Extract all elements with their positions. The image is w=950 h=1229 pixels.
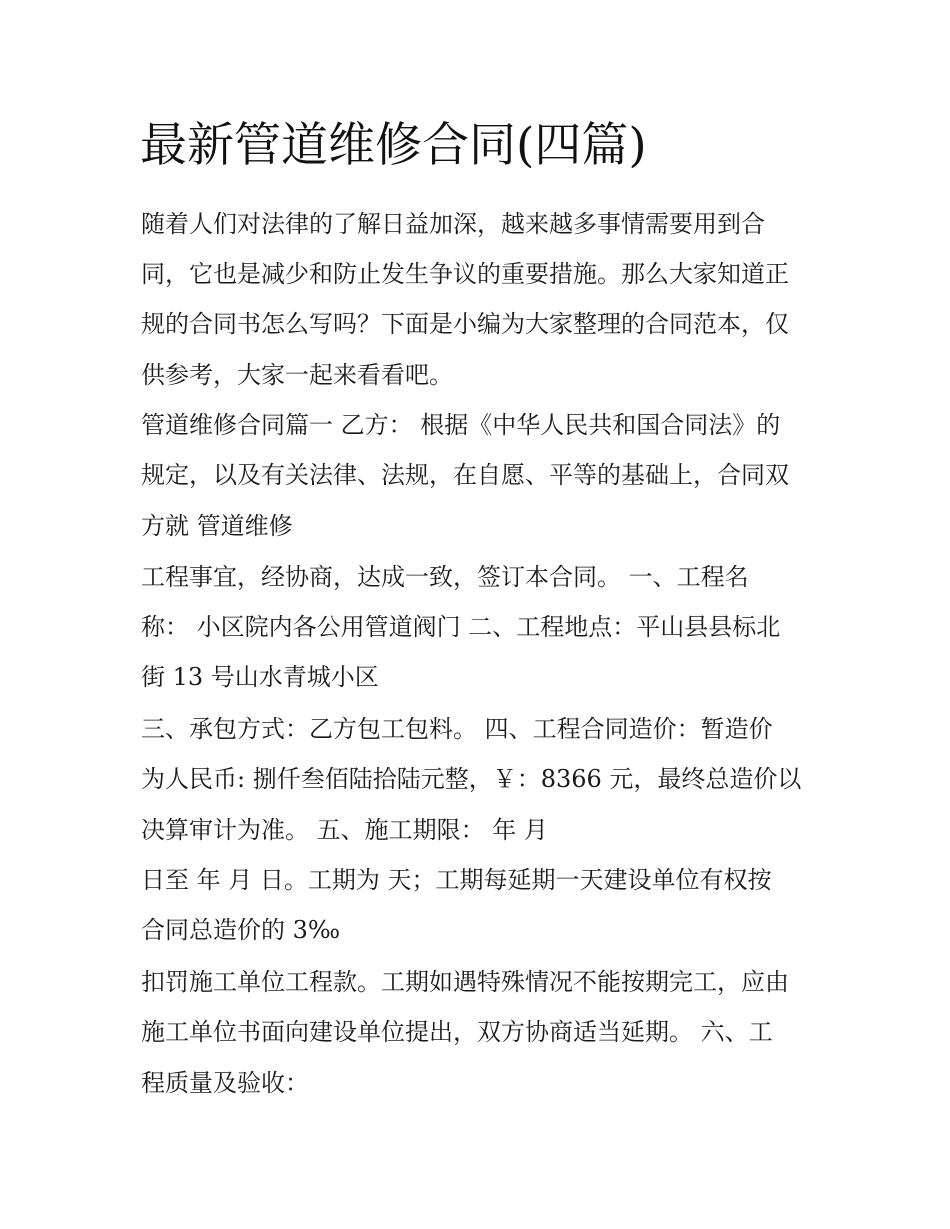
document-title: 最新管道维修合同(四篇) <box>140 118 647 173</box>
paragraph-line: 规定，以及有关法律、法规，在自愿、平等的基础上，合同双 <box>141 461 789 489</box>
paragraph-line: 管道维修合同篇一 乙方： 根据《中华人民共和国合同法》的 <box>141 411 781 439</box>
paragraph-line: 供参考，大家一起来看看吧。 <box>141 361 453 389</box>
paragraph-line: 方就 管道维修 <box>141 512 293 540</box>
paragraph-line: 随着人们对法律的了解日益加深，越来越多事情需要用到合 <box>141 210 765 238</box>
paragraph-line: 同，它也是减少和防止发生争议的重要措施。那么大家知道正 <box>141 260 789 288</box>
paragraph-line: 工程事宜，经协商，达成一致，签订本合同。 一、工程名 <box>141 563 749 591</box>
paragraph-line: 街 13 号山水青城小区 <box>141 663 379 691</box>
paragraph-line: 施工单位书面向建设单位提出，双方协商适当延期。 六、工 <box>141 1018 773 1046</box>
paragraph-line: 为人民币: 捌仟叁佰陆拾陆元整，￥：8366 元，最终总造价以 <box>141 765 802 793</box>
paragraph-line: 规的合同书怎么写吗？下面是小编为大家整理的合同范本，仅 <box>141 310 789 338</box>
paragraph-line: 三、承包方式：乙方包工包料。 四、工程合同造价：暂造价 <box>141 715 773 743</box>
paragraph-line: 决算审计为准。 五、施工期限： 年 月 <box>141 816 548 844</box>
paragraph-line: 日至 年 月 日。工期为 天；工期每延期一天建设单位有权按 <box>141 866 772 894</box>
paragraph-line: 程质量及验收： <box>141 1069 309 1097</box>
paragraph-line: 合同总造价的 3‰ <box>141 916 341 944</box>
paragraph-line: 扣罚施工单位工程款。工期如遇特殊情况不能按期完工，应由 <box>141 968 789 996</box>
paragraph-line: 称： 小区院内各公用管道阀门 二、工程地点：平山县县标北 <box>141 613 781 641</box>
